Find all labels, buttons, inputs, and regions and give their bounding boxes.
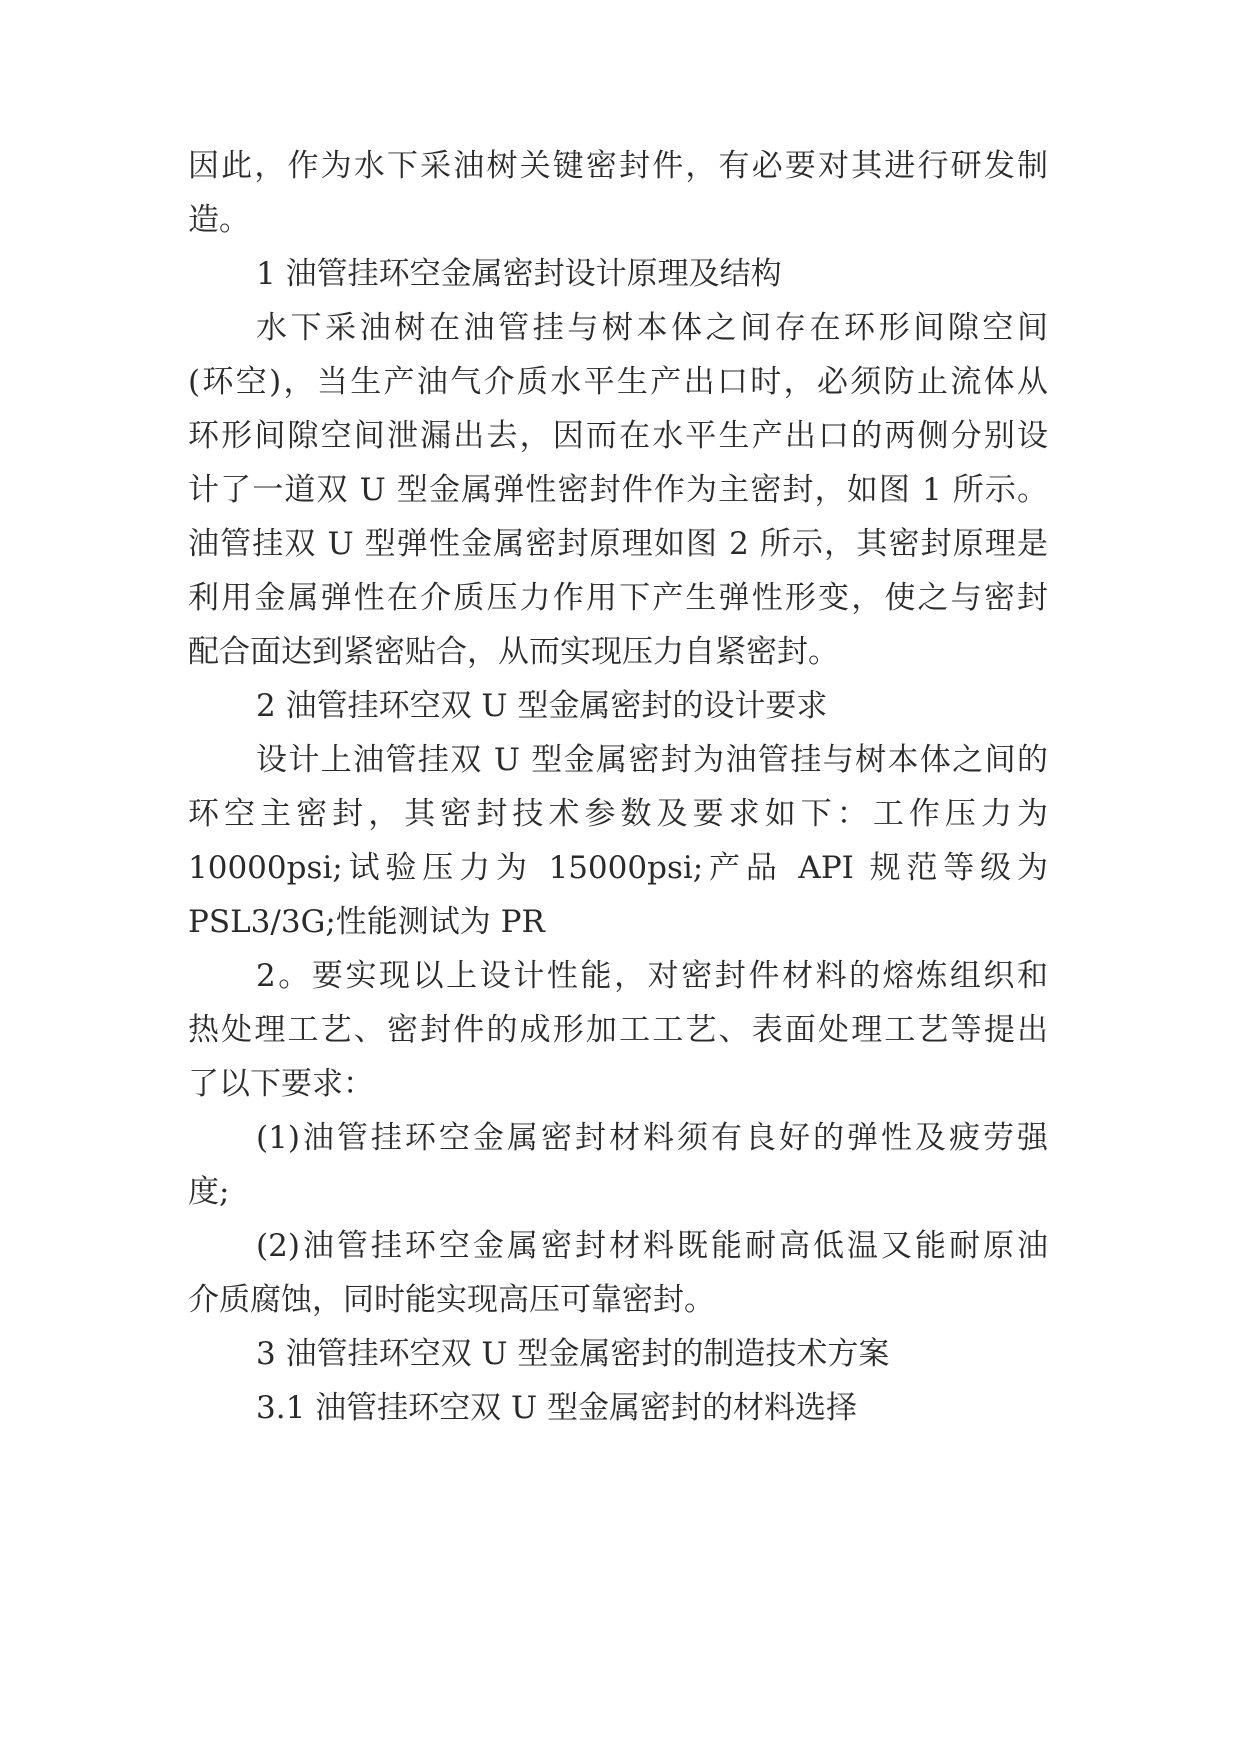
section-heading: 1 油管挂环空金属密封设计原理及结构 [256,256,782,292]
section-heading: 2 油管挂环空双 U 型金属密封的设计要求 [256,688,828,724]
subsection-heading: 3.1 油管挂环空双 U 型金属密封的材料选择 [256,1390,857,1426]
paragraph-line: 油管挂双 U 型弹性金属密封原理如图 2 所示，其密封原理是 [188,526,1048,562]
paragraph-line: (环空)，当生产油气介质水平生产出口时，必须防止流体从 [188,364,1048,400]
paragraph-line: PSL3/3G;性能测试为 PR [188,904,545,940]
paragraph-line: 计了一道双 U 型金属弹性密封件作为主密封，如图 1 所示。 [188,472,1048,508]
list-item: (1)油管挂环空金属密封材料须有良好的弹性及疲劳强 [256,1120,1048,1156]
paragraph-line: 环空主密封，其密封技术参数及要求如下：工作压力为 [188,796,1048,832]
paragraph-line: 因此，作为水下采油树关键密封件，有必要对其进行研发制 [188,148,1048,184]
list-item: (2)油管挂环空金属密封材料既能耐高低温又能耐原油 [256,1228,1048,1264]
list-item-continuation: 介质腐蚀，同时能实现高压可靠密封。 [188,1282,715,1318]
paragraph-line: 利用金属弹性在介质压力作用下产生弹性形变，使之与密封 [188,580,1048,616]
paragraph-line: 10000psi;试验压力为 15000psi;产品 API 规范等级为 [188,850,1048,886]
section-heading: 3 油管挂环空双 U 型金属密封的制造技术方案 [256,1336,890,1372]
paragraph-line: 配合面达到紧密贴合，从而实现压力自紧密封。 [188,634,839,670]
paragraph-line: 热处理工艺、密封件的成形加工工艺、表面处理工艺等提出 [188,1012,1048,1048]
paragraph-line: 水下采油树在油管挂与树本体之间存在环形间隙空间 [256,310,1048,346]
paragraph-line: 2。要实现以上设计性能，对密封件材料的熔炼组织和 [256,958,1048,994]
paragraph-line: 环形间隙空间泄漏出去，因而在水平生产出口的两侧分别设 [188,418,1048,454]
paragraph-line: 造。 [188,202,250,238]
paragraph-line: 设计上油管挂双 U 型金属密封为油管挂与树本体之间的 [256,742,1048,778]
list-item-continuation: 度; [188,1174,230,1210]
paragraph-line: 了以下要求： [188,1066,374,1102]
